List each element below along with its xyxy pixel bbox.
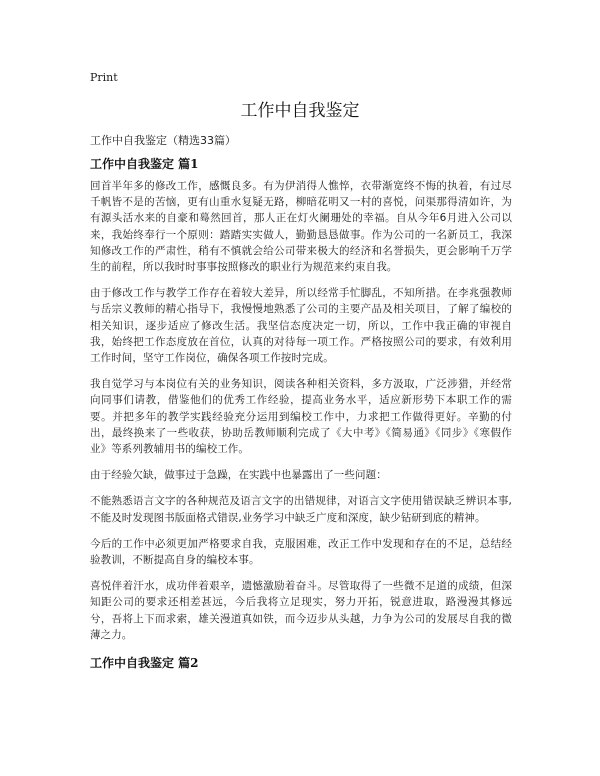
paragraph: 我自觉学习与本岗位有关的业务知识，阅读各种相关资料，多方汲取，广泛涉猎，并经常向同事们请教，借鉴他们的优秀工作经验，提高业务水平，适应新形势下本职工作的需要。并把多年的教学实践经验充分运用到编校工作中，力求把工作做得更好。辛勤的付出，最终换来了一些收获，协助岳教师顺利完成了《大中考》《简易通》《同步》《寒假作业》等系列教辅用书的编校工作。 xyxy=(90,378,512,456)
paragraph: 回首半年多的修改工作，感慨良多。有为伊消得人憔悴，衣带渐宽终不悔的执着，有过尽千帆皆不是的苦恼，更有山重水复疑无路，柳暗花明又一村的喜悦，问渠那得清如许，为有源头活水来的自豪和蓦然回首，那人正在灯火阑珊处的幸福。自从今年6月进入公司以来，我始终奉行一个原则：踏踏实实做人，勤勤恳恳做事。作为公司的一名新员工，我深知修改工作的严肃性，稍有不慎就会给公司带来极大的经济和名誉损失，更会影响千万学生的前程，所以我时时事事按照修改的职业行为规范来约束自我。 xyxy=(90,180,512,274)
paragraph: 不能熟悉语言文字的各种规范及语言文字的出错规律，对语言文字使用错误缺乏辨识本事,不能及时发现图书版面格式错误,业务学习中缺乏广度和深度，缺少钻研到底的精神。 xyxy=(90,495,512,524)
document-content xyxy=(90,156,512,677)
print-link[interactable]: Print xyxy=(90,71,118,84)
page-title: 工作中自我鉴定 xyxy=(240,101,360,121)
document-subtitle: 工作中自我鉴定（精选33篇） xyxy=(90,134,236,147)
paragraph: 喜悦伴着汗水，成功伴着艰辛，遗憾激励着奋斗。尽管取得了一些微不足道的成绩，但深知距公司的要求还相差甚远，今后我将立足现实，努力开拓，锐意进取，路漫漫其修远兮，吾将上下而求索，雄关漫道真如铁，而今迈步从头越，力争为公司的发展尽自我的微薄之力。 xyxy=(90,580,512,641)
paragraph: 由于修改工作与教学工作存在着较大差异，所以经常手忙脚乱，不知所措。在李兆强教师与岳宗义教师的精心指导下，我慢慢地熟悉了公司的主要产品及相关项目，了解了编校的相关知识，逐步适应了修改生活。我坚信态度决定一切，所以，工作中我正确的审视自我，始终把工作态度放在首位，认真的对待每一项工作。严格按照公司的要求，有效利用工作时间，坚守工作岗位，确保各项工作按时完成。 xyxy=(90,287,512,365)
section-2 xyxy=(90,655,512,671)
paragraph: 由于经验欠缺，做事过于急躁，在实践中也暴露出了一些问题： xyxy=(90,469,387,482)
section-1 xyxy=(90,156,512,643)
paragraph: 今后的工作中必须更加严格要求自我，克服困难，改正工作中发现和存在的不足，总结经验教训，不断提高自身的编校本事。 xyxy=(90,537,512,567)
section-heading: 工作中自我鉴定 篇1 xyxy=(90,157,199,171)
section-heading: 工作中自我鉴定 篇2 xyxy=(90,656,199,671)
